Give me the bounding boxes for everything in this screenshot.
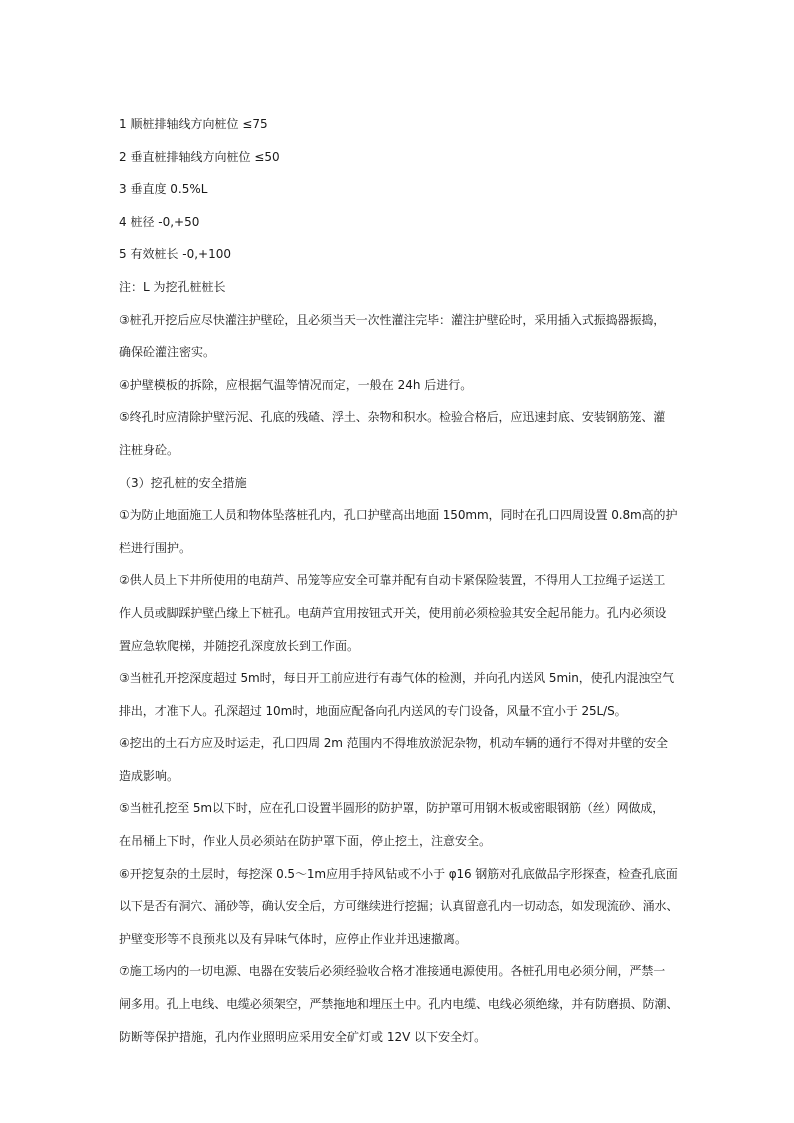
paragraph-line: 排出，才准下人。孔深超过 10m时，地面应配备向孔内送风的专门设备，风量不宜小于 25L/S。 — [119, 703, 627, 718]
paragraph-line: 置应急软爬梯，并随挖孔深度放长到工作面。 — [119, 638, 360, 653]
paragraph-line: 造成影响。 — [119, 768, 180, 783]
paragraph-line: ①为防止地面施工人员和物体坠落桩孔内，孔口护壁高出地面 150mm，同时在孔口四周设置 0.8m高的护 — [119, 508, 678, 523]
paragraph-line: ⑦施工场内的一切电源、电器在安装后必须经验收合格才准接通电源使用。各桩孔用电必须分闸，严禁一 — [119, 964, 666, 979]
paragraph-line: 防断等保护措施，孔内作业照明应采用安全矿灯或 12V 以下安全灯。 — [119, 1029, 487, 1044]
tolerance-item-1: 1 顺桩排轴线方向桩位 ≤75 — [119, 117, 268, 131]
paragraph-line: 注桩身砼。 — [119, 442, 180, 457]
paragraph-line: 在吊桶上下时，作业人员必须站在防护罩下面，停止挖土，注意安全。 — [119, 834, 492, 849]
paragraph-line: ④护壁模板的拆除，应根据气温等情况而定，一般在 24h 后进行。 — [119, 377, 473, 392]
tolerance-note: 注：L 为挖孔桩桩长 — [119, 279, 226, 294]
paragraph-line: 闸多用。孔上电线、电缆必须架空，严禁拖地和埋压土中。孔内电缆、电线必须绝缘，并有防磨损、防潮、 — [119, 997, 679, 1012]
paragraph-line: ④挖出的土石方应及时运走，孔口四周 2m 范围内不得堆放淤泥杂物，机动车辆的通行不得对井壁的安全 — [119, 736, 668, 751]
paragraph-line: 以下是否有洞穴、涌砂等，确认安全后，方可继续进行挖掘；认真留意孔内一切动态，如发现流砂、涌水、 — [119, 899, 679, 914]
paragraph-line: ⑤终孔时应清除护壁污泥、孔底的残碴、浮土、杂物和积水。检验合格后，应迅速封底、安装钢筋笼、灌 — [119, 410, 666, 425]
paragraph-line: 栏进行围护。 — [119, 540, 192, 555]
paragraph-line: ⑥开挖复杂的土层时，每挖深 0.5～1m应用手持风钻或不小于 φ16 钢筋对孔底做品字形探查，检查孔底面 — [119, 866, 678, 881]
tolerance-item-3: 3 垂直度 0.5%L — [119, 182, 208, 197]
paragraph-line: 护壁变形等不良预兆以及有异味气体时，应停止作业并迅速撤离。 — [119, 931, 468, 946]
tolerance-item-2: 2 垂直桩排轴线方向桩位 ≤50 — [119, 149, 280, 164]
document-body — [119, 108, 679, 1053]
tolerance-item-4: 4 桩径 -0,+50 — [119, 214, 200, 229]
paragraph-line: ③当桩孔开挖深度超过 5m时，每日开工前应进行有毒气体的检测，并向孔内送风 5min，使孔内混浊空气 — [119, 671, 674, 686]
tolerance-item-5: 5 有效桩长 -0,+100 — [119, 247, 232, 262]
paragraph-line: ②供人员上下井所使用的电葫芦、吊笼等应安全可靠并配有自动卡紧保险装置，不得用人工拉绳子运送工 — [119, 573, 666, 588]
paragraph-line: 作人员或脚踩护壁凸缘上下桩孔。电葫芦宜用按钮式开关，使用前必须检验其安全起吊能力。孔内必须设 — [119, 605, 667, 620]
paragraph-line: ⑤当桩孔挖至 5m以下时，应在孔口设置半圆形的防护罩，防护罩可用钢木板或密眼钢筋（丝）网做成， — [119, 801, 665, 816]
section-heading: （3）挖孔桩的安全措施 — [119, 475, 247, 490]
paragraph-line: 确保砼灌注密实。 — [119, 345, 216, 360]
paragraph-line: ③桩孔开挖后应尽快灌注护壁砼，且必须当天一次性灌注完毕：灌注护壁砼时，采用插入式振捣器振捣， — [119, 312, 666, 327]
